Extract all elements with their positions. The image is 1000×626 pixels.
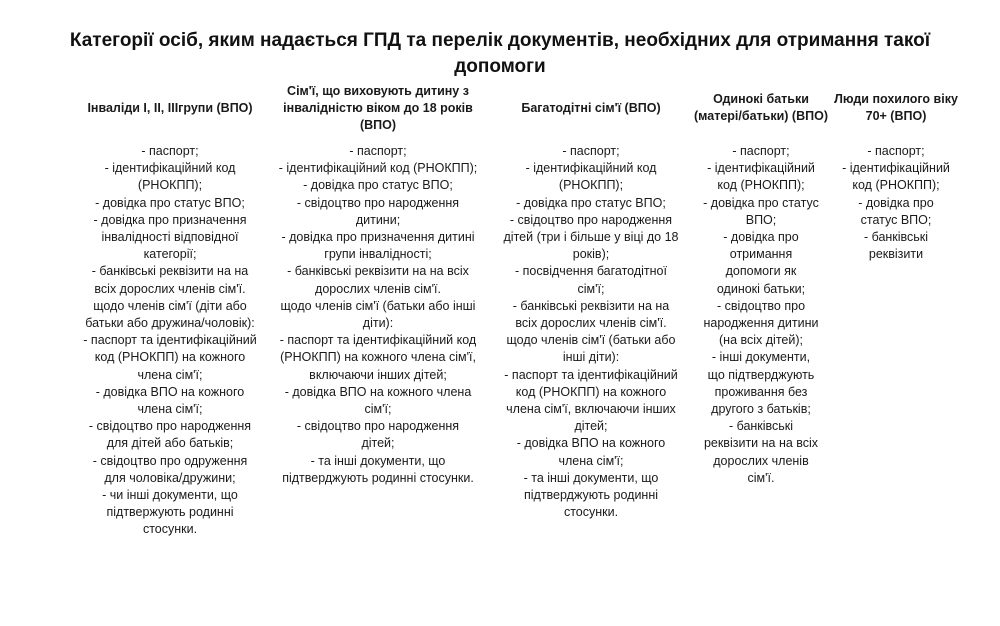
document-line: (РНОКПП) на кожного члена сім'ї, [280, 350, 476, 365]
document-line: код (РНОКПП) на кожного [515, 384, 667, 399]
document-line: щодо членів сім'ї (батьки або інші [280, 298, 476, 313]
column-header: Сім'ї, що виховують дитину з інвалідністю віком до 18 років (ВПО) [283, 83, 473, 132]
document-line: - довідка про статус ВПО; [516, 195, 666, 210]
column-header: Інваліди І, ІІ, ІІІгрупи (ВПО) [87, 100, 253, 115]
document-line: - свідоцтво про одруження [92, 453, 248, 468]
document-line: - та інші документи, що [523, 470, 659, 485]
document-line: члена сім'ї, включаючи інших [506, 402, 676, 417]
document-line: одинокі батьки; [716, 281, 806, 296]
document-line: - посвідчення багатодітної [514, 264, 667, 279]
document-line: - чи інші документи, що [102, 488, 238, 503]
document-line: дорослих членів сім'ї. [315, 281, 441, 296]
document-line: отримання [729, 247, 793, 262]
document-line: дітей; [574, 419, 608, 434]
document-line: - свідоцтво про народження [509, 212, 673, 227]
column-elderly-70plus [834, 82, 958, 263]
document-line: - ідентифікаційний код [525, 161, 657, 176]
document-list [268, 143, 488, 487]
document-line: підтвержують родинні [106, 505, 234, 520]
document-line: другого з батьків; [711, 402, 811, 417]
document-line: щодо членів сім'ї (діти або [93, 298, 247, 313]
column-families-disabled-child [268, 82, 488, 487]
document-line: - паспорт; [562, 144, 620, 158]
document-line: стосунки. [563, 505, 619, 520]
document-line: код (РНОКПП); [852, 178, 940, 193]
column-header: Одинокі батьки (матері/батьки) (ВПО) [694, 92, 828, 123]
document-line: - довідка про призначення [93, 212, 247, 227]
document-line: проживання без [714, 384, 808, 399]
document-list [492, 143, 690, 521]
document-line: - свідоцтво про [716, 298, 806, 313]
document-line: код (РНОКПП) на кожного [94, 350, 246, 365]
document-line: - паспорт та ідентифікаційний код [279, 333, 477, 348]
document-line: (РНОКПП); [137, 178, 203, 193]
document-line: - паспорт; [141, 144, 199, 158]
document-line: сім'ї; [577, 281, 605, 296]
document-line: - ідентифікаційний [707, 161, 815, 176]
document-line: - довідка ВПО на кожного [95, 384, 245, 399]
document-line: - банківські [863, 230, 929, 245]
document-line: - свідоцтво про народження [296, 419, 460, 434]
document-line: реквізити на на всіх [703, 436, 819, 451]
document-line: (РНОКПП); [558, 178, 624, 193]
document-line: що підтверджують [707, 367, 815, 382]
document-line: батьки або дружина/чоловік): [85, 316, 255, 331]
document-line: - паспорт; [867, 144, 925, 158]
document-line: всіх дорослих членів сім'ї. [515, 316, 667, 331]
document-line: - довідка про [723, 230, 799, 245]
document-line: код (РНОКПП); [717, 178, 805, 193]
document-line: - паспорт та ідентифікаційний [504, 367, 678, 382]
column-large-families [492, 82, 690, 521]
document-line: дитини; [355, 212, 401, 227]
document-line: підтверджують родинні стосунки. [282, 470, 474, 485]
document-line: народження дитини [703, 316, 819, 331]
document-line: - та інші документи, що [310, 453, 446, 468]
document-line: інвалідності відповідної [101, 230, 239, 245]
document-line: - довідка про [858, 195, 934, 210]
document-line: - довідка про статус ВПО; [303, 178, 453, 193]
document-list [834, 143, 958, 263]
document-line: - довідка про статус ВПО; [95, 195, 245, 210]
document-line: - довідка про призначення дитині [281, 230, 475, 245]
document-line: ВПО; [745, 212, 777, 227]
document-line: статус ВПО; [860, 212, 932, 227]
column-header: Люди похилого віку 70+ (ВПО) [834, 92, 958, 123]
document-line: допомоги як [725, 264, 797, 279]
column-header: Багатодітні сім'ї (ВПО) [521, 100, 661, 115]
document-line: сім'ї. [747, 470, 775, 485]
document-line: - банківські реквізити на на [512, 298, 670, 313]
column-single-parents [694, 82, 828, 487]
document-line: - паспорт та ідентифікаційний [83, 333, 257, 348]
document-line: дітей (три і більше у віці до 18 [503, 230, 679, 245]
document-line: всіх дорослих членів сім'ї. [94, 281, 246, 296]
document-line: підтверджують родинні [523, 488, 659, 503]
document-line: - ідентифікаційний код (РНОКПП); [278, 161, 478, 176]
document-line: діти): [362, 316, 394, 331]
document-line: стосунки. [142, 522, 198, 537]
document-line: члена сім'ї; [137, 367, 203, 382]
document-line: - довідка ВПО на кожного члена [284, 384, 472, 399]
document-line: члена сім'ї; [137, 402, 203, 417]
document-line: - паспорт; [732, 144, 790, 158]
document-line: - банківські [728, 419, 794, 434]
document-line: дорослих членів [713, 453, 809, 468]
document-line: для чоловіка/дружини; [104, 470, 236, 485]
document-list [70, 143, 270, 539]
document-line: дітей; [361, 436, 395, 451]
document-line: сім'ї; [364, 402, 392, 417]
document-line: - банківські реквізити на на [91, 264, 249, 279]
document-line: (на всіх дітей); [719, 333, 803, 348]
document-line: - довідка про статус [703, 195, 819, 210]
document-line: - ідентифікаційний код [104, 161, 236, 176]
document-line: включаючи інших дітей; [309, 367, 447, 382]
document-line: члена сім'ї; [558, 453, 624, 468]
document-line: щодо членів сім'ї (батьки або [506, 333, 676, 348]
document-line: групи інвалідності; [324, 247, 432, 262]
document-line: категорії; [143, 247, 197, 262]
document-list [694, 143, 828, 487]
document-line: - паспорт; [349, 144, 407, 158]
document-line: інші діти): [562, 350, 620, 365]
document-line: - свідоцтво про народження [296, 195, 460, 210]
document-line: для дітей або батьків; [106, 436, 234, 451]
document-line: - інші документи, [711, 350, 811, 365]
document-line: - свідоцтво про народження [88, 419, 252, 434]
document-line: - банківські реквізити на на всіх [287, 264, 469, 279]
column-disabled-persons [70, 82, 270, 539]
document-line: - довідка ВПО на кожного [516, 436, 666, 451]
document-line: років); [572, 247, 610, 262]
page-title: Категорії осіб, яким надається ГПД та перелік документів, необхідних для отримання такої допомоги [69, 30, 931, 77]
document-line: реквізити [868, 247, 924, 262]
document-line: - ідентифікаційний [842, 161, 950, 176]
